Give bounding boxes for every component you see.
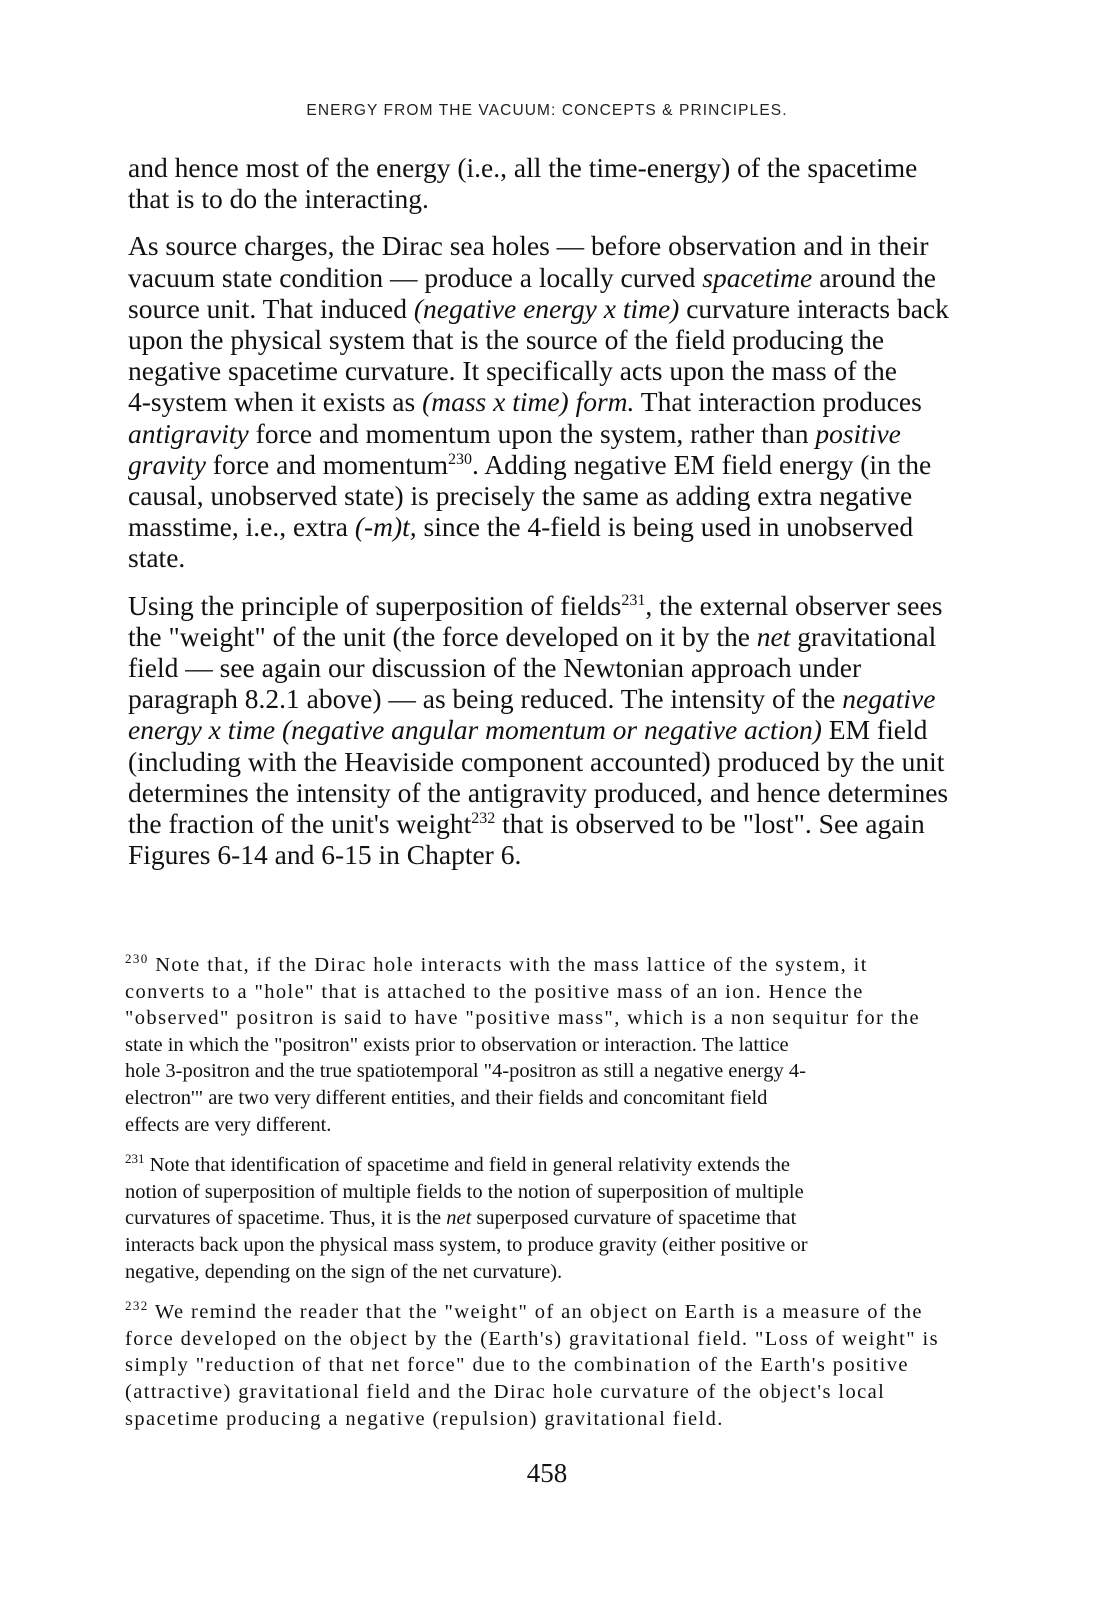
footnote-230 [125, 952, 975, 1138]
text-line [128, 714, 968, 745]
footnote-number: 230 [125, 951, 149, 967]
text-line: effects are very different. [125, 1113, 332, 1136]
text-run: source unit. That induced [128, 292, 414, 324]
emphasis: (-m)t, [354, 511, 417, 543]
text-line [128, 808, 968, 839]
text-line: notion of superposition of multiple fields to the notion of superposition of multiple [125, 1180, 804, 1203]
text-line: state in which the "positron" exists prior to observation or interaction. The lattice [125, 1033, 789, 1056]
text-line [128, 418, 968, 449]
text-run: that is observed to be "lost". See again [495, 808, 925, 840]
text-line [128, 511, 968, 542]
text-run: Using the principle of superposition of fields [128, 589, 622, 621]
text-run: force and momentum upon the system, rather than [248, 417, 816, 449]
text-run: curvatures of spacetime. Thus, it is the [125, 1207, 447, 1230]
text-line: "observed" positron is said to have "positive mass", which is a non sequitur for the [125, 1007, 921, 1030]
text-line: (attractive) gravitational field and the Dirac hole curvature of the object's local [125, 1380, 886, 1403]
text-run: force and momentum [205, 448, 448, 480]
emphasis: gravity [128, 448, 206, 480]
text-line: (including with the Heaviside component accounted) produced by the unit [128, 745, 945, 777]
emphasis: energy x time (negative angular momentum or negative action) [128, 714, 822, 746]
text-line [128, 683, 968, 714]
footnote-ref-230[interactable]: 230 [447, 450, 472, 468]
text-line [128, 262, 968, 293]
text-run: vacuum state condition — produce a locally curved [128, 261, 703, 293]
text-run: superposed curvature of spacetime that [471, 1207, 797, 1230]
text-run: , the external observer sees [645, 589, 943, 621]
text-line: and hence most of the energy (i.e., all the time-energy) of the spacetime [128, 152, 918, 183]
text-run: paragraph 8.2.1 above) — as being reduced. The intensity of the [128, 683, 843, 715]
text-line: field — see again our discussion of the Newtonian approach under [128, 652, 862, 684]
footnote-231 [125, 1152, 975, 1285]
text-line: determines the intensity of the antigravity produced, and hence determines [128, 776, 949, 808]
text-line: upon the physical system that is the source of the field producing the [128, 324, 885, 356]
text-run: curvature interacts back [679, 292, 949, 324]
emphasis: (mass x time) form. [422, 386, 635, 418]
text-run: We remind the reader that the "weight" of an object on Earth is a measure of the [148, 1301, 923, 1324]
text-run: . Adding negative EM field energy (in the [471, 448, 932, 480]
emphasis: net [446, 1207, 472, 1230]
footnote-number: 231 [125, 1151, 145, 1167]
emphasis: negative [842, 683, 936, 715]
text-run: Note that identification of spacetime and field in general relativity extends the [144, 1154, 791, 1177]
emphasis: spacetime [702, 261, 813, 293]
text-line: causal, unobserved state) is precisely the same as adding extra negative [128, 480, 913, 512]
paragraph-superposition [128, 590, 968, 871]
text-line: interacts back upon the physical mass system, to produce gravity (either positive or [125, 1233, 808, 1256]
text-line [128, 386, 968, 417]
text-line: simply "reduction of that net force" due to the combination of the Earth's positive [125, 1354, 909, 1377]
footnote-number: 232 [125, 1298, 149, 1314]
text-run: EM field [821, 714, 928, 746]
emphasis: (negative energy x time) [413, 292, 680, 324]
emphasis: positive [815, 417, 901, 449]
text-run: the "weight" of the unit (the force developed on it by the [128, 620, 757, 652]
running-header: ENERGY FROM THE VACUUM: CONCEPTS & PRINCIPLES. [306, 102, 788, 119]
emphasis: net [756, 620, 791, 652]
page-number: 458 [526, 1458, 568, 1488]
text-run: the fraction of the unit's weight [128, 808, 472, 840]
text-line: converts to a "hole" that is attached to the positive mass of an ion. Hence the [125, 980, 864, 1003]
text-run: 4-system when it exists as [128, 386, 423, 418]
text-line: electron'" are two very different entities, and their fields and concomitant field [125, 1086, 768, 1109]
text-line: As source charges, the Dirac sea holes — before observation and in their [128, 230, 929, 262]
text-line [125, 952, 975, 979]
text-line: force developed on the object by the (Earth's) gravitational field. "Loss of weight" is [125, 1327, 939, 1350]
text-line: state. [128, 542, 186, 574]
paragraph-continuation [128, 152, 968, 214]
text-line [125, 1152, 975, 1179]
text-line [128, 621, 968, 652]
emphasis: antigravity [128, 417, 249, 449]
footnote-232 [125, 1299, 975, 1432]
text-run: around the [812, 261, 936, 293]
text-line [125, 1205, 975, 1232]
text-line [128, 449, 968, 480]
text-line [128, 293, 968, 324]
text-run: That interaction produces [634, 386, 922, 418]
text-run: since the 4-field is being used in unobserved [416, 511, 914, 543]
text-line: negative, depending on the sign of the net curvature). [125, 1260, 563, 1283]
main-text [128, 152, 968, 886]
text-line: hole 3-positron and the true spatiotemporal "4-positron as still a negative energy 4- [125, 1060, 806, 1083]
text-run: Note that, if the Dirac hole interacts with the mass lattice of the system, it [148, 954, 868, 976]
paragraph-dirac-holes [128, 230, 968, 573]
text-line [125, 1299, 975, 1326]
footnote-ref-232[interactable]: 232 [471, 809, 496, 827]
footnotes [125, 952, 975, 1446]
footnote-ref-231[interactable]: 231 [621, 591, 646, 609]
text-run: masstime, i.e., extra [128, 511, 355, 543]
text-line: spacetime producing a negative (repulsion) gravitational field. [125, 1407, 724, 1430]
text-run: gravitational [790, 620, 937, 652]
text-line: that is to do the interacting. [128, 183, 429, 215]
text-line [128, 590, 968, 621]
text-line: Figures 6-14 and 6-15 in Chapter 6. [128, 839, 522, 871]
text-line: negative spacetime curvature. It specifically acts upon the mass of the [128, 355, 897, 387]
